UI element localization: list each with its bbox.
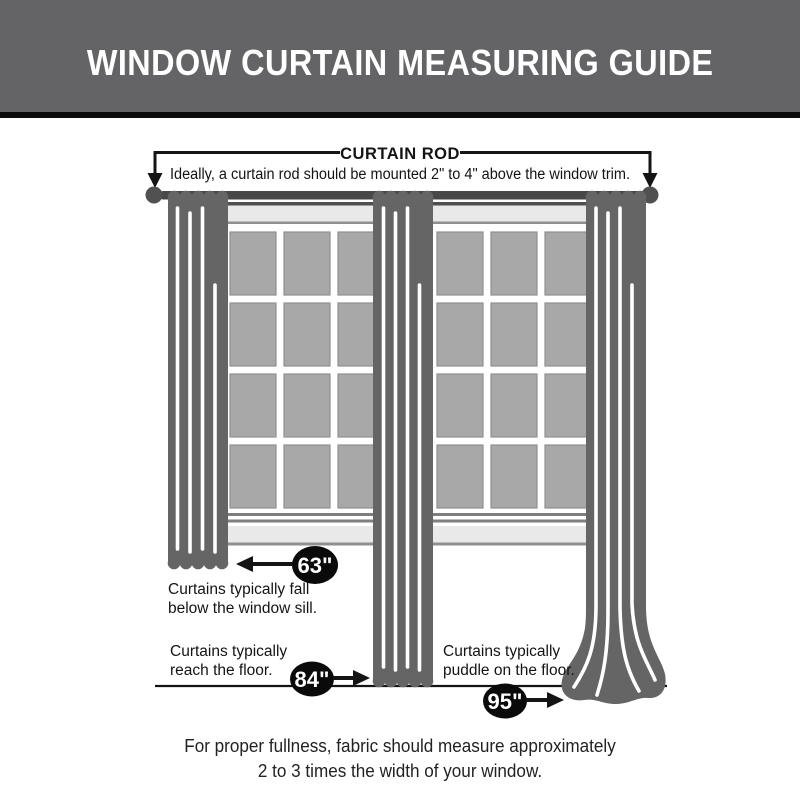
measure-95-value: 95" (487, 689, 523, 714)
measure-63-value: 63" (297, 553, 333, 578)
footer-note-line1: For proper fullness, fabric should measure approximately (184, 736, 616, 756)
rod-label: CURTAIN ROD (340, 145, 460, 163)
puddle-note-line2: puddle on the floor. (443, 662, 575, 679)
measurement-puddle (443, 643, 575, 719)
rod-pointer (148, 145, 658, 188)
floor-note-line1: Curtains typically (170, 643, 288, 660)
measure-84-arrowhead-icon (353, 670, 370, 686)
measure-63-arrowhead-icon (236, 556, 253, 572)
footer-note (0, 734, 800, 784)
window-right (428, 202, 591, 546)
measure-95-arrowhead-icon (547, 692, 564, 708)
curtain-left (168, 191, 229, 570)
sill-note-line2: below the window sill. (168, 600, 318, 617)
footer-note-line2: 2 to 3 times the width of your window. (257, 761, 543, 781)
rod-finial-left (146, 187, 163, 204)
rod-note: Ideally, a curtain rod should be mounted 2" to 4" above the window trim. (170, 166, 630, 183)
measurement-floor (170, 643, 370, 697)
measure-84-value: 84" (294, 667, 330, 692)
puddle-note-line1: Curtains typically (443, 643, 561, 660)
rod-arrow-right-icon (643, 173, 658, 188)
curtain-center (373, 191, 434, 688)
window-left-top-trim (222, 206, 385, 222)
rod-arrow-left-icon (148, 173, 163, 188)
window-left (222, 202, 385, 546)
sill-note-line1: Curtains typically fall (168, 581, 310, 598)
window-right-top-trim (428, 206, 591, 222)
floor-note-line2: reach the floor. (170, 662, 273, 679)
page-title: WINDOW CURTAIN MEASURING GUIDE (86, 42, 714, 83)
